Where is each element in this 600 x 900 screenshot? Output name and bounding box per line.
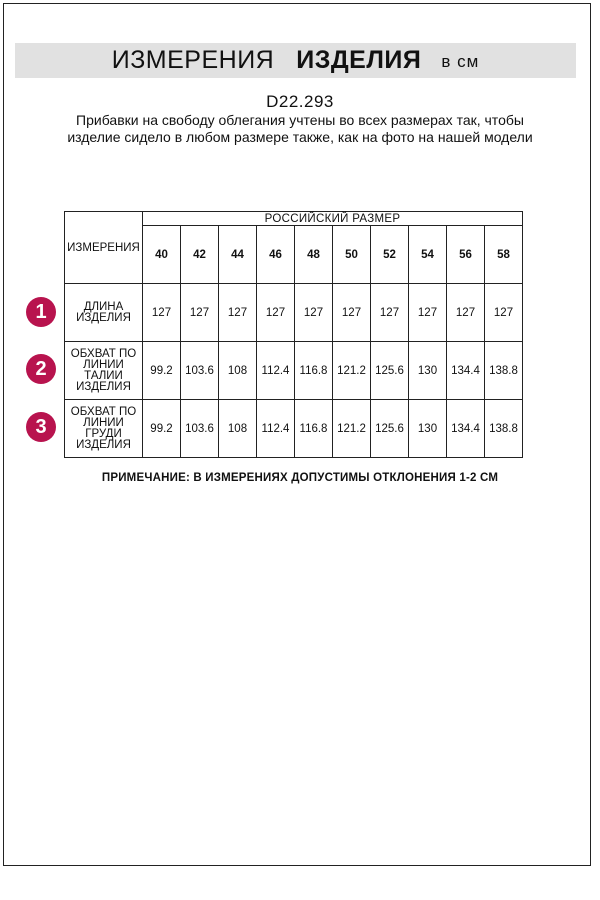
table-cell: 121.2 xyxy=(333,400,371,458)
title-product: ИЗДЕЛИЯ xyxy=(296,46,422,74)
table-cell: 130 xyxy=(409,342,447,400)
table-row-length xyxy=(65,284,523,342)
size-56: 56 xyxy=(447,226,485,284)
table-cell: 125.6 xyxy=(371,400,409,458)
size-table xyxy=(64,211,523,458)
size-44: 44 xyxy=(219,226,257,284)
title-measurements: ИЗМЕРЕНИЯ xyxy=(111,46,275,74)
row-label-length: ДЛИНА ИЗДЕЛИЯ xyxy=(65,284,143,342)
table-cell: 99.2 xyxy=(143,342,181,400)
table-cell: 130 xyxy=(409,400,447,458)
title-bar xyxy=(15,43,576,78)
size-48: 48 xyxy=(295,226,333,284)
table-cell: 99.2 xyxy=(143,400,181,458)
size-40: 40 xyxy=(143,226,181,284)
size-header-row xyxy=(65,212,523,226)
table-cell: 138.8 xyxy=(485,400,523,458)
article-code: D22.293 xyxy=(266,92,334,111)
row-number-badge-1: 1 xyxy=(26,297,56,327)
row-label-chest: ОБХВАТ ПО ЛИНИИ ГРУДИ ИЗДЕЛИЯ xyxy=(65,400,143,458)
table-cell: 127 xyxy=(409,284,447,342)
table-cell: 127 xyxy=(333,284,371,342)
size-52: 52 xyxy=(371,226,409,284)
table-cell: 127 xyxy=(143,284,181,342)
table-cell: 127 xyxy=(219,284,257,342)
table-cell: 108 xyxy=(219,342,257,400)
table-cell: 127 xyxy=(447,284,485,342)
size-58: 58 xyxy=(485,226,523,284)
size-42: 42 xyxy=(181,226,219,284)
table-cell: 125.6 xyxy=(371,342,409,400)
table-cell: 103.6 xyxy=(181,400,219,458)
table-cell: 116.8 xyxy=(295,342,333,400)
measure-header: ИЗМЕРЕНИЯ xyxy=(65,212,143,284)
table-cell: 108 xyxy=(219,400,257,458)
row-number-badge-2: 2 xyxy=(26,354,56,384)
title-unit: в см xyxy=(441,51,480,71)
table-row-waist xyxy=(65,342,523,400)
tolerance-note: ПРИМЕЧАНИЕ: В ИЗМЕРЕНИЯХ ДОПУСТИМЫ ОТКЛОНЕНИЯ 1-2 СМ xyxy=(101,472,499,484)
table-cell: 103.6 xyxy=(181,342,219,400)
table-cell: 127 xyxy=(181,284,219,342)
size-system-header: РОССИЙСКИЙ РАЗМЕР xyxy=(143,212,523,226)
size-46: 46 xyxy=(257,226,295,284)
fit-description: Прибавки на свободу облегания учтены во всех размерах так, чтобы изделие сидело в любом размере также, как на фото на нашей модели xyxy=(67,112,533,145)
table-cell: 127 xyxy=(485,284,523,342)
table-cell: 116.8 xyxy=(295,400,333,458)
size-50: 50 xyxy=(333,226,371,284)
table-cell: 134.4 xyxy=(447,342,485,400)
table-cell: 112.4 xyxy=(257,400,295,458)
table-cell: 127 xyxy=(295,284,333,342)
table-cell: 134.4 xyxy=(447,400,485,458)
table-cell: 121.2 xyxy=(333,342,371,400)
table-cell: 138.8 xyxy=(485,342,523,400)
table-row-chest xyxy=(65,400,523,458)
row-number-badge-3: 3 xyxy=(26,412,56,442)
table-cell: 127 xyxy=(257,284,295,342)
table-cell: 112.4 xyxy=(257,342,295,400)
size-54: 54 xyxy=(409,226,447,284)
row-label-waist: ОБХВАТ ПО ЛИНИИ ТАЛИИ ИЗДЕЛИЯ xyxy=(65,342,143,400)
table-cell: 127 xyxy=(371,284,409,342)
